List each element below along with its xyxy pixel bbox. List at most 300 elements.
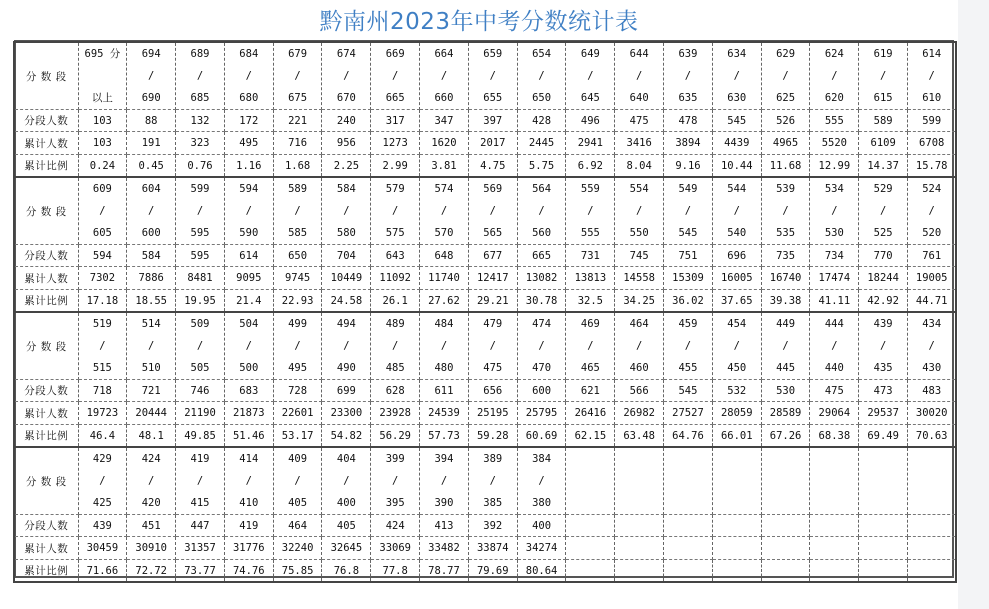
score-range-mid: / — [343, 205, 350, 217]
cumulative-cell: 23928 — [371, 402, 420, 425]
cumulative-cell: 5520 — [810, 132, 859, 155]
cumulative-cell: 8481 — [176, 267, 225, 290]
score-range-hi: 679 — [288, 48, 308, 60]
ratio-cell: 9.16 — [664, 155, 713, 178]
score-range-lo: 620 — [824, 92, 844, 104]
cumulative-cell: 716 — [273, 132, 322, 155]
score-range-mid: / — [489, 70, 496, 82]
score-range-hi: 519 — [92, 318, 112, 330]
score-range-hi: 384 — [532, 453, 552, 465]
ratio-cell: 71.66 — [78, 560, 127, 583]
score-range-lo: 670 — [336, 92, 356, 104]
count-cell — [712, 515, 761, 537]
score-range-mid: / — [733, 70, 740, 82]
score-range-hi: 554 — [629, 183, 649, 195]
score-range-lo: 690 — [141, 92, 161, 104]
ratio-cell: 0.45 — [127, 155, 176, 178]
score-range-lo: 595 — [190, 227, 210, 239]
cumulative-cell: 26416 — [566, 402, 615, 425]
score-range-lo: 655 — [483, 92, 503, 104]
score-range-hi: 484 — [434, 318, 454, 330]
score-range-lo: 605 — [92, 227, 112, 239]
score-range-cell — [810, 447, 859, 515]
ratio-cell: 79.69 — [468, 560, 517, 583]
ratio-cell: 57.73 — [420, 425, 469, 448]
score-range-lo: 570 — [434, 227, 454, 239]
ratio-cell: 51.46 — [224, 425, 273, 448]
range-label: 分 数 段 — [14, 42, 78, 110]
score-range-lo: 545 — [678, 227, 698, 239]
score-range-cell — [468, 447, 517, 515]
score-range-hi: 639 — [678, 48, 698, 60]
ratio-cell: 74.76 — [224, 560, 273, 583]
count-cell: 413 — [420, 515, 469, 537]
score-range-hi: 439 — [873, 318, 893, 330]
score-range-mid: / — [684, 205, 692, 217]
score-range-hi: 464 — [629, 318, 649, 330]
ratio-cell: 17.18 — [78, 290, 127, 313]
count-cell — [566, 515, 615, 537]
ratio-cell: 78.77 — [420, 560, 469, 583]
score-range-hi: 619 — [873, 48, 893, 60]
score-range-mid: / — [928, 205, 935, 217]
score-range-mid: / — [928, 340, 935, 352]
count-row — [14, 110, 956, 132]
ratio-label: 累计比例 — [14, 290, 78, 313]
ratio-label: 累计比例 — [14, 155, 78, 178]
cumulative-cell: 10449 — [322, 267, 371, 290]
score-range-lo: 415 — [190, 497, 210, 509]
score-range-cell — [273, 312, 322, 380]
score-range-mid — [615, 470, 663, 492]
ratio-cell: 26.1 — [371, 290, 420, 313]
count-cell: 745 — [615, 245, 664, 267]
count-cell: 545 — [664, 380, 713, 402]
ratio-cell: 15.78 — [908, 155, 957, 178]
score-range-cell — [322, 447, 371, 515]
count-cell — [615, 515, 664, 537]
score-range-hi: 594 — [239, 183, 259, 195]
cumulative-cell: 11740 — [420, 267, 469, 290]
count-cell: 628 — [371, 380, 420, 402]
count-cell — [761, 515, 810, 537]
score-range-cell — [517, 312, 566, 380]
score-range-hi: 489 — [385, 318, 405, 330]
score-range-mid: / — [440, 205, 448, 217]
score-range-cell — [517, 42, 566, 110]
score-range-mid: / — [636, 70, 643, 82]
cumulative-cell: 9745 — [273, 267, 322, 290]
count-cell: 530 — [761, 380, 810, 402]
score-range-cell — [176, 177, 225, 245]
score-range-cell — [78, 312, 127, 380]
score-range-lo: 440 — [824, 362, 844, 374]
cumulative-cell: 7886 — [127, 267, 176, 290]
cumulative-cell: 495 — [224, 132, 273, 155]
count-cell — [664, 515, 713, 537]
score-range-cell — [127, 312, 176, 380]
score-range-hi: 549 — [678, 183, 698, 195]
score-range-cell — [859, 42, 908, 110]
score-range-mid: / — [245, 205, 252, 217]
cumulative-cell — [664, 537, 713, 560]
ratio-cell: 1.16 — [224, 155, 273, 178]
cumulative-cell: 19723 — [78, 402, 127, 425]
score-range-lo — [615, 492, 663, 514]
score-range-hi: 599 — [190, 183, 210, 195]
score-range-cell — [78, 177, 127, 245]
count-cell: 704 — [322, 245, 371, 267]
score-range-mid: / — [782, 70, 789, 82]
score-range-lo: 550 — [629, 227, 649, 239]
score-range-hi: 444 — [824, 318, 844, 330]
score-range-hi: 434 — [922, 318, 942, 330]
score-range-cell — [127, 42, 176, 110]
score-range-hi: 634 — [727, 48, 747, 60]
cumulative-cell — [810, 537, 859, 560]
ratio-row — [14, 155, 956, 178]
score-range-lo: 500 — [239, 362, 259, 374]
count-cell: 599 — [908, 110, 957, 132]
ratio-cell: 2.99 — [371, 155, 420, 178]
score-range-cell — [176, 447, 225, 515]
score-range-cell — [224, 312, 273, 380]
ratio-cell: 64.76 — [664, 425, 713, 448]
count-cell: 589 — [859, 110, 908, 132]
cumulative-cell: 30020 — [908, 402, 957, 425]
range-label: 分 数 段 — [14, 177, 78, 245]
count-cell: 656 — [468, 380, 517, 402]
score-range-cell — [664, 447, 713, 515]
range-row — [14, 42, 956, 110]
score-range-mid: / — [831, 340, 838, 352]
count-cell: 718 — [78, 380, 127, 402]
ratio-cell: 44.71 — [908, 290, 957, 313]
score-range-lo: 685 — [190, 92, 210, 104]
cumulative-cell: 4965 — [761, 132, 810, 155]
score-range-hi: 689 — [190, 48, 210, 60]
ratio-cell: 46.4 — [78, 425, 127, 448]
cumulative-cell: 29537 — [859, 402, 908, 425]
count-cell: 600 — [517, 380, 566, 402]
score-range-mid — [810, 470, 858, 492]
score-range-mid: / — [148, 475, 155, 487]
cumulative-cell: 32240 — [273, 537, 322, 560]
cumulative-row — [14, 402, 956, 425]
score-range-cell — [224, 447, 273, 515]
cumulative-cell: 19005 — [908, 267, 957, 290]
score-range-cell — [615, 312, 664, 380]
count-cell: 88 — [127, 110, 176, 132]
score-range-hi: 499 — [288, 318, 308, 330]
score-range-cell — [371, 177, 420, 245]
score-range-hi: 524 — [922, 183, 942, 195]
score-range-lo — [810, 492, 858, 514]
score-range-hi: 604 — [141, 183, 161, 195]
score-range-lo: 635 — [678, 92, 698, 104]
score-range-lo: 610 — [922, 92, 942, 104]
score-range-mid: / — [489, 475, 496, 487]
score-range-hi: 539 — [776, 183, 796, 195]
score-range-hi: 529 — [873, 183, 893, 195]
score-range-cell — [615, 447, 664, 515]
cumulative-cell: 2941 — [566, 132, 615, 155]
score-range-lo: 615 — [873, 92, 893, 104]
score-range-hi: 494 — [336, 318, 356, 330]
score-range-mid — [908, 470, 955, 492]
score-range-lo: 580 — [336, 227, 356, 239]
score-range-hi: 414 — [239, 453, 259, 465]
score-range-cell — [859, 177, 908, 245]
cumulative-cell: 15309 — [664, 267, 713, 290]
count-cell: 621 — [566, 380, 615, 402]
score-range-cell — [761, 447, 810, 515]
score-range-hi: 584 — [336, 183, 356, 195]
score-range-hi: 574 — [434, 183, 454, 195]
score-range-lo: 以上 — [91, 92, 113, 104]
score-range-lo: 585 — [288, 227, 308, 239]
ratio-cell: 54.82 — [322, 425, 371, 448]
score-range-mid: / — [99, 475, 106, 487]
count-cell: 221 — [273, 110, 322, 132]
ratio-cell: 30.78 — [517, 290, 566, 313]
score-range-cell — [908, 42, 957, 110]
score-range-lo: 650 — [532, 92, 552, 104]
score-range-hi: 399 — [385, 453, 405, 465]
cumulative-cell: 33874 — [468, 537, 517, 560]
ratio-cell: 12.99 — [810, 155, 859, 178]
score-range-mid: / — [782, 205, 789, 217]
score-range-mid — [859, 470, 907, 492]
score-range-lo: 665 — [385, 92, 405, 104]
ratio-cell: 37.65 — [712, 290, 761, 313]
score-range-mid: / — [294, 340, 301, 352]
score-range-hi: 564 — [532, 183, 552, 195]
score-range-cell — [761, 312, 810, 380]
count-cell: 400 — [517, 515, 566, 537]
cumulative-cell — [908, 537, 957, 560]
cumulative-cell: 12417 — [468, 267, 517, 290]
count-cell: 731 — [566, 245, 615, 267]
cumulative-label: 累计人数 — [14, 267, 78, 290]
ratio-cell: 39.38 — [761, 290, 810, 313]
range-row — [14, 312, 956, 380]
score-range-mid: / — [440, 475, 448, 487]
count-label: 分段人数 — [14, 245, 78, 267]
score-range-lo — [859, 492, 907, 514]
count-cell: 683 — [224, 380, 273, 402]
score-range-hi: 419 — [190, 453, 210, 465]
score-range-cell — [566, 42, 615, 110]
score-range-mid: / — [148, 70, 155, 82]
score-range-cell — [273, 42, 322, 110]
ratio-row — [14, 560, 956, 583]
count-label: 分段人数 — [14, 380, 78, 402]
score-range-hi — [566, 448, 614, 470]
ratio-cell: 75.85 — [273, 560, 322, 583]
count-label: 分段人数 — [14, 515, 78, 537]
count-cell: 595 — [176, 245, 225, 267]
count-cell: 478 — [664, 110, 713, 132]
count-cell: 614 — [224, 245, 273, 267]
score-range-cell — [664, 312, 713, 380]
score-range-hi — [713, 448, 761, 470]
cumulative-cell: 32645 — [322, 537, 371, 560]
score-range-lo: 445 — [776, 362, 796, 374]
count-cell: 451 — [127, 515, 176, 537]
score-range-cell — [712, 42, 761, 110]
range-label: 分 数 段 — [14, 312, 78, 380]
cumulative-cell: 25195 — [468, 402, 517, 425]
score-range-mid: / — [733, 340, 740, 352]
score-range-hi: 404 — [336, 453, 356, 465]
score-range-cell — [371, 447, 420, 515]
cumulative-row — [14, 267, 956, 290]
count-cell: 648 — [420, 245, 469, 267]
cumulative-cell: 21190 — [176, 402, 225, 425]
count-cell: 496 — [566, 110, 615, 132]
count-cell: 428 — [517, 110, 566, 132]
count-row — [14, 515, 956, 537]
score-range-lo: 560 — [532, 227, 552, 239]
score-range-lo: 420 — [141, 497, 161, 509]
score-range-cell — [127, 177, 176, 245]
ratio-cell: 67.26 — [761, 425, 810, 448]
cumulative-cell: 25795 — [517, 402, 566, 425]
cumulative-cell: 323 — [176, 132, 225, 155]
score-range-cell — [273, 447, 322, 515]
score-range-mid: / — [245, 475, 252, 487]
score-range-lo: 480 — [434, 362, 454, 374]
score-range-lo: 510 — [141, 362, 161, 374]
count-cell: 721 — [127, 380, 176, 402]
ratio-cell: 22.93 — [273, 290, 322, 313]
cumulative-cell: 956 — [322, 132, 371, 155]
score-range-cell — [908, 312, 957, 380]
score-range-lo: 525 — [873, 227, 893, 239]
score-range-hi: 589 — [288, 183, 308, 195]
cumulative-row — [14, 537, 956, 560]
count-cell: 728 — [273, 380, 322, 402]
score-range-cell — [615, 177, 664, 245]
ratio-cell: 11.68 — [761, 155, 810, 178]
cumulative-cell: 3416 — [615, 132, 664, 155]
score-range-mid — [664, 470, 712, 492]
score-range-lo: 430 — [922, 362, 942, 374]
count-cell: 419 — [224, 515, 273, 537]
cumulative-cell: 18244 — [859, 267, 908, 290]
count-cell: 447 — [176, 515, 225, 537]
score-range-cell — [712, 177, 761, 245]
score-range-cell — [810, 42, 859, 110]
count-cell: 545 — [712, 110, 761, 132]
score-range-mid: / — [196, 475, 204, 487]
score-range-mid: / — [684, 70, 692, 82]
cumulative-label: 累计人数 — [14, 132, 78, 155]
count-cell: 405 — [322, 515, 371, 537]
score-range-hi: 424 — [141, 453, 161, 465]
ratio-cell: 18.55 — [127, 290, 176, 313]
score-range-lo: 465 — [580, 362, 600, 374]
score-range-lo — [713, 492, 761, 514]
cumulative-cell: 1273 — [371, 132, 420, 155]
score-range-cell — [664, 177, 713, 245]
count-cell: 397 — [468, 110, 517, 132]
score-range-mid: / — [245, 340, 252, 352]
score-range-mid — [566, 470, 614, 492]
cumulative-cell: 14558 — [615, 267, 664, 290]
ratio-cell: 53.17 — [273, 425, 322, 448]
score-range-hi: 559 — [580, 183, 600, 195]
score-range-lo: 405 — [288, 497, 308, 509]
count-cell: 475 — [615, 110, 664, 132]
score-range-mid: / — [440, 70, 448, 82]
count-cell: 172 — [224, 110, 273, 132]
score-range-hi: 614 — [922, 48, 942, 60]
range-row — [14, 447, 956, 515]
count-cell: 103 — [78, 110, 127, 132]
ratio-cell: 0.24 — [78, 155, 127, 178]
score-range-hi — [664, 448, 712, 470]
ratio-cell: 32.5 — [566, 290, 615, 313]
score-range-hi: 449 — [776, 318, 796, 330]
count-cell: 424 — [371, 515, 420, 537]
cumulative-cell: 33069 — [371, 537, 420, 560]
cumulative-label: 累计人数 — [14, 402, 78, 425]
score-range-mid: / — [196, 205, 204, 217]
count-cell: 584 — [127, 245, 176, 267]
cumulative-cell: 2445 — [517, 132, 566, 155]
ratio-cell: 6.92 — [566, 155, 615, 178]
score-range-mid: / — [148, 205, 155, 217]
score-range-lo: 660 — [434, 92, 454, 104]
score-range-cell — [371, 42, 420, 110]
cumulative-cell: 21873 — [224, 402, 273, 425]
score-range-lo: 675 — [288, 92, 308, 104]
score-range-hi: 474 — [532, 318, 552, 330]
score-range-lo: 630 — [727, 92, 747, 104]
count-cell: 439 — [78, 515, 127, 537]
score-range-cell — [761, 42, 810, 110]
score-range-cell — [566, 447, 615, 515]
score-range-hi: 509 — [190, 318, 210, 330]
cumulative-cell: 34274 — [517, 537, 566, 560]
ratio-cell: 0.76 — [176, 155, 225, 178]
ratio-cell: 68.38 — [810, 425, 859, 448]
score-range-lo: 625 — [776, 92, 796, 104]
score-range-hi: 649 — [580, 48, 600, 60]
score-range-hi: 624 — [824, 48, 844, 60]
ratio-row — [14, 425, 956, 448]
score-range-lo: 475 — [483, 362, 503, 374]
score-range-cell — [420, 447, 469, 515]
score-range-mid: / — [343, 340, 350, 352]
score-range-cell — [224, 42, 273, 110]
cumulative-cell: 1620 — [420, 132, 469, 155]
ratio-cell — [712, 560, 761, 583]
count-label: 分段人数 — [14, 110, 78, 132]
ratio-label: 累计比例 — [14, 425, 78, 448]
cumulative-cell: 23300 — [322, 402, 371, 425]
count-row — [14, 245, 956, 267]
ratio-cell: 36.02 — [664, 290, 713, 313]
score-range-hi: 674 — [336, 48, 356, 60]
ratio-cell: 59.28 — [468, 425, 517, 448]
ratio-cell: 14.37 — [859, 155, 908, 178]
ratio-cell: 29.21 — [468, 290, 517, 313]
score-range-mid: / — [538, 70, 545, 82]
cumulative-cell — [712, 537, 761, 560]
